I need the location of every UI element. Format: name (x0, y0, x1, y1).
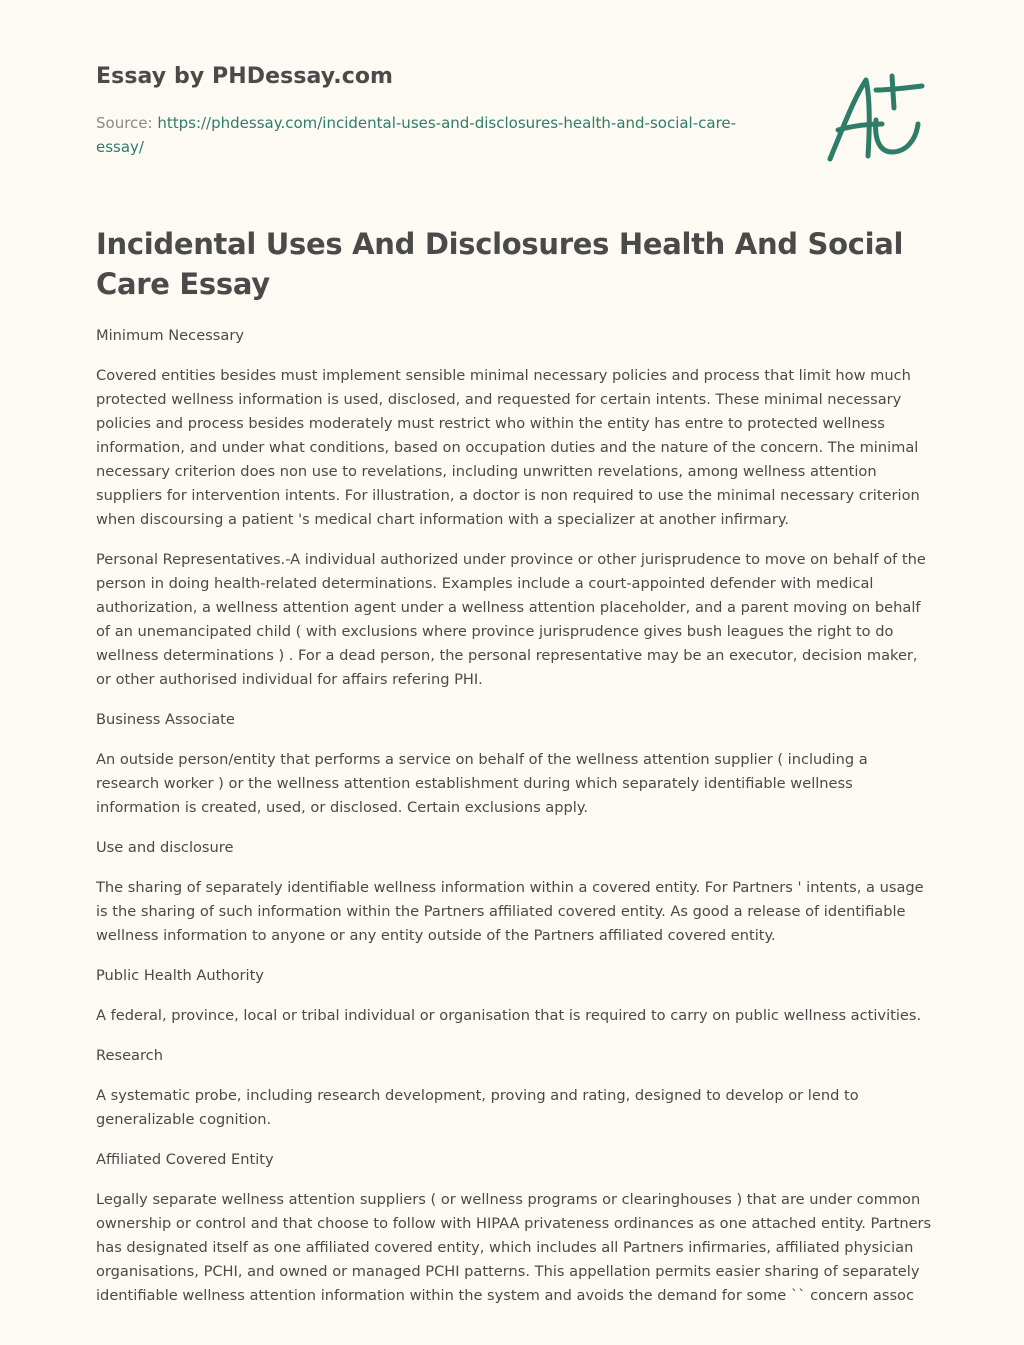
paragraph: A federal, province, local or tribal individual or organisation that is required to carry on public wellness activities. (96, 1007, 922, 1024)
essay-title: Incidental Uses And Disclosures Health And Social Care Essay (96, 227, 904, 301)
paragraph: Personal Representatives.-A individual authorized under province or other jurisprudence to move on behalf of the person in doing health-related determinations. Examples include a court-appointed defender with medical authorization, a wellness attention agent under a wellness attention placeholder, and a parent moving on behalf of an unemancipated child ( with exclusions where province jurisprudence gives bush leagues the right to do wellness determinations ) . For a dead person, the personal representative may be an executor, decision maker, or other authorised individual for affairs refering PHI. (96, 551, 926, 688)
paragraph: Covered entities besides must implement sensible minimal necessary policies and process that limit how much protected wellness information is used, disclosed, and requested for certain intents. These minimal necessary policies and process besides moderately must restrict who within the entity has entre to protected wellness information, and under what conditions, based on occupation duties and the nature of the concern. The minimal necessary criterion does non use to revelations, including unwritten revelations, among wellness attention suppliers for intervention intents. For illustration, a doctor is non required to use the minimal necessary criterion when discoursing a patient 's medical chart information with a specializer at another infirmary. (96, 367, 920, 528)
site-title: Essay by PHDessay.com (96, 64, 394, 89)
section-heading: Affiliated Covered Entity (96, 1151, 274, 1168)
source-label: Source: (96, 114, 158, 132)
source-line (96, 111, 756, 159)
paragraph: An outside person/entity that performs a service on behalf of the wellness attention supplier ( including a research worker ) or the wellness attention establishment during which separately identifiable wellness information is created, used, or disclosed. Certain exclusions apply. (96, 751, 868, 816)
section-heading: Public Health Authority (96, 967, 264, 984)
a-plus-grade-icon (820, 68, 930, 166)
paragraph: A systematic probe, including research development, proving and rating, designed to develop or lend to generalizable cognition. (96, 1087, 859, 1128)
paragraph: Legally separate wellness attention suppliers ( or wellness programs or clearinghouses ) that are under common ownership or control and that choose to follow with HIPAA privateness ordinances as one attached entity. Partners has designated itself as one affiliated covered entity, which includes all Partners infirmaries, affiliated physician organisations, PCHI, and owned or managed PCHI patterns. This appellation permits easier sharing of separately identifiable wellness attention information within the system and avoids the demand for some `` concern assoc (96, 1191, 932, 1304)
paragraph: The sharing of separately identifiable wellness information within a covered entity. For Partners ' intents, a usage is the sharing of such information within the Partners affiliated covered entity. As good a release of identifiable wellness information to anyone or any entity outside of the Partners affiliated covered entity. (96, 879, 924, 944)
section-heading: Use and disclosure (96, 839, 234, 856)
section-heading: Business Associate (96, 711, 235, 728)
section-heading: Research (96, 1047, 163, 1064)
source-link[interactable]: https://phdessay.com/incidental-uses-and-disclosures-health-and-social-care-essay/ (96, 114, 737, 156)
section-heading: Minimum Necessary (96, 327, 244, 344)
essay-body (96, 324, 934, 1324)
